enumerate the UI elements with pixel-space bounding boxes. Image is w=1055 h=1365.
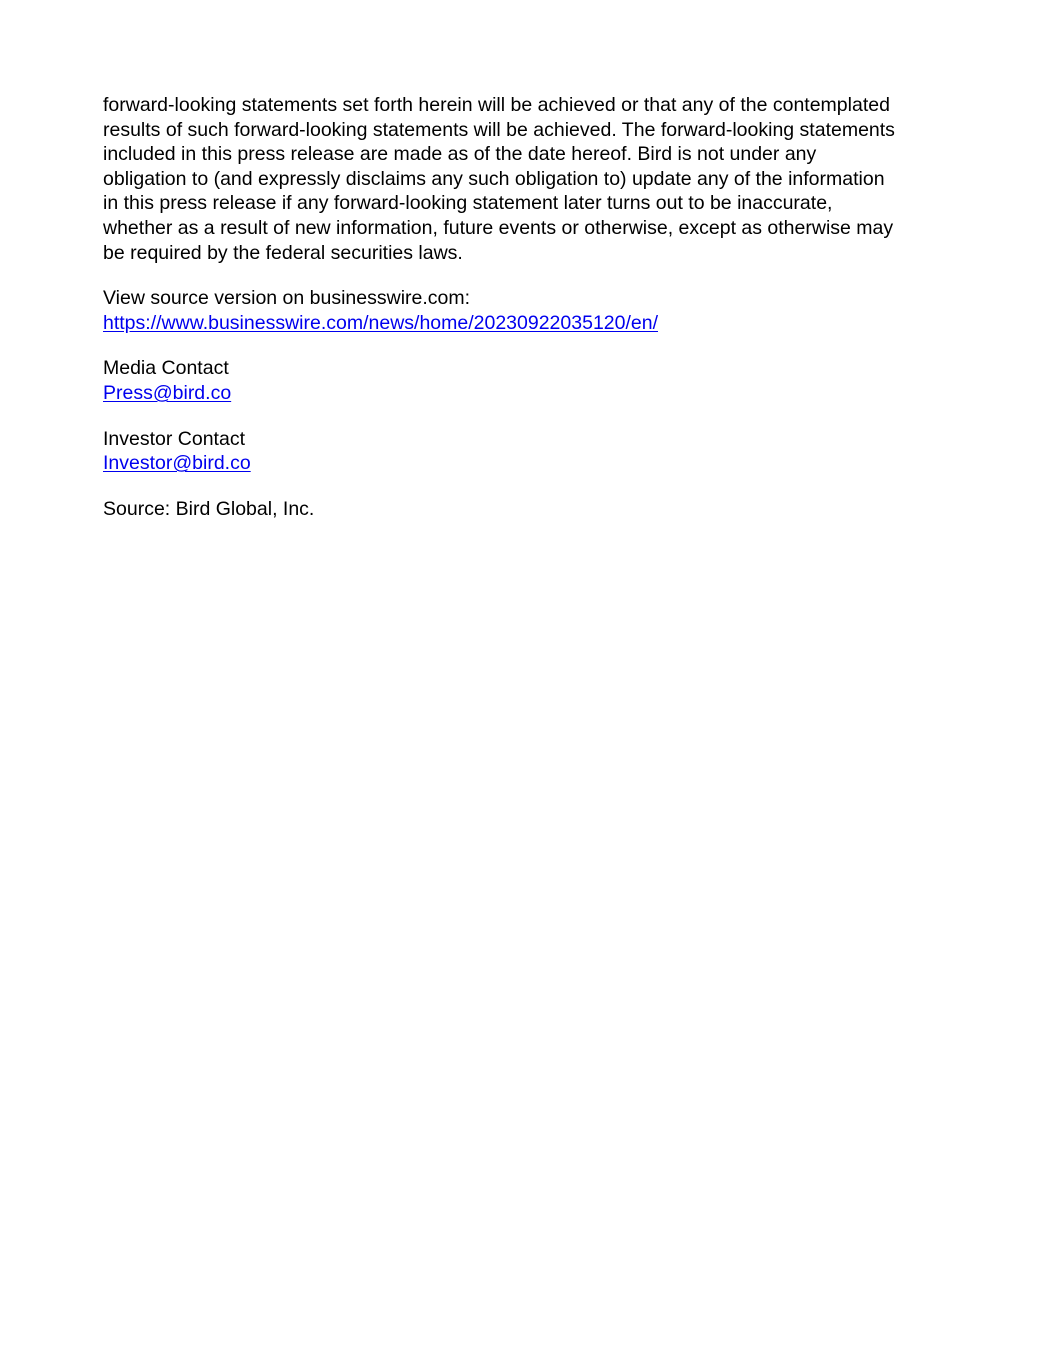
investor-contact-email-link[interactable]: Investor@bird.co — [103, 452, 251, 475]
media-contact-email-link[interactable]: Press@bird.co — [103, 381, 232, 404]
media-contact-label: Media Contact — [103, 357, 229, 380]
investor-contact-block — [103, 427, 953, 476]
source-version-link[interactable]: https://www.businesswire.com/news/home/20230922035120/en/ — [103, 311, 658, 334]
disclaimer-line: whether as a result of new information, future events or otherwise, except as otherwise may — [103, 216, 894, 239]
disclaimer-line: results of such forward-looking statements will be achieved. The forward-looking statements — [103, 118, 895, 141]
investor-contact-label: Investor Contact — [103, 427, 245, 450]
source-line — [103, 497, 953, 522]
disclaimer-line: obligation to (and expressly disclaims any such obligation to) update any of the information — [103, 167, 885, 190]
disclaimer-line: forward-looking statements set forth herein will be achieved or that any of the contemplated — [103, 94, 890, 116]
source-version-label: View source version on businesswire.com: — [103, 287, 471, 310]
forward-looking-disclaimer — [103, 93, 953, 265]
disclaimer-line: in this press release if any forward-looking statement later turns out to be inaccurate, — [103, 192, 833, 215]
disclaimer-line: included in this press release are made as of the date hereof. Bird is not under any — [103, 143, 817, 166]
source-attribution: Source: Bird Global, Inc. — [103, 497, 315, 520]
media-contact-block — [103, 356, 953, 405]
document-page — [103, 93, 953, 542]
source-version-block — [103, 286, 953, 335]
disclaimer-line: be required by the federal securities laws. — [103, 241, 463, 264]
